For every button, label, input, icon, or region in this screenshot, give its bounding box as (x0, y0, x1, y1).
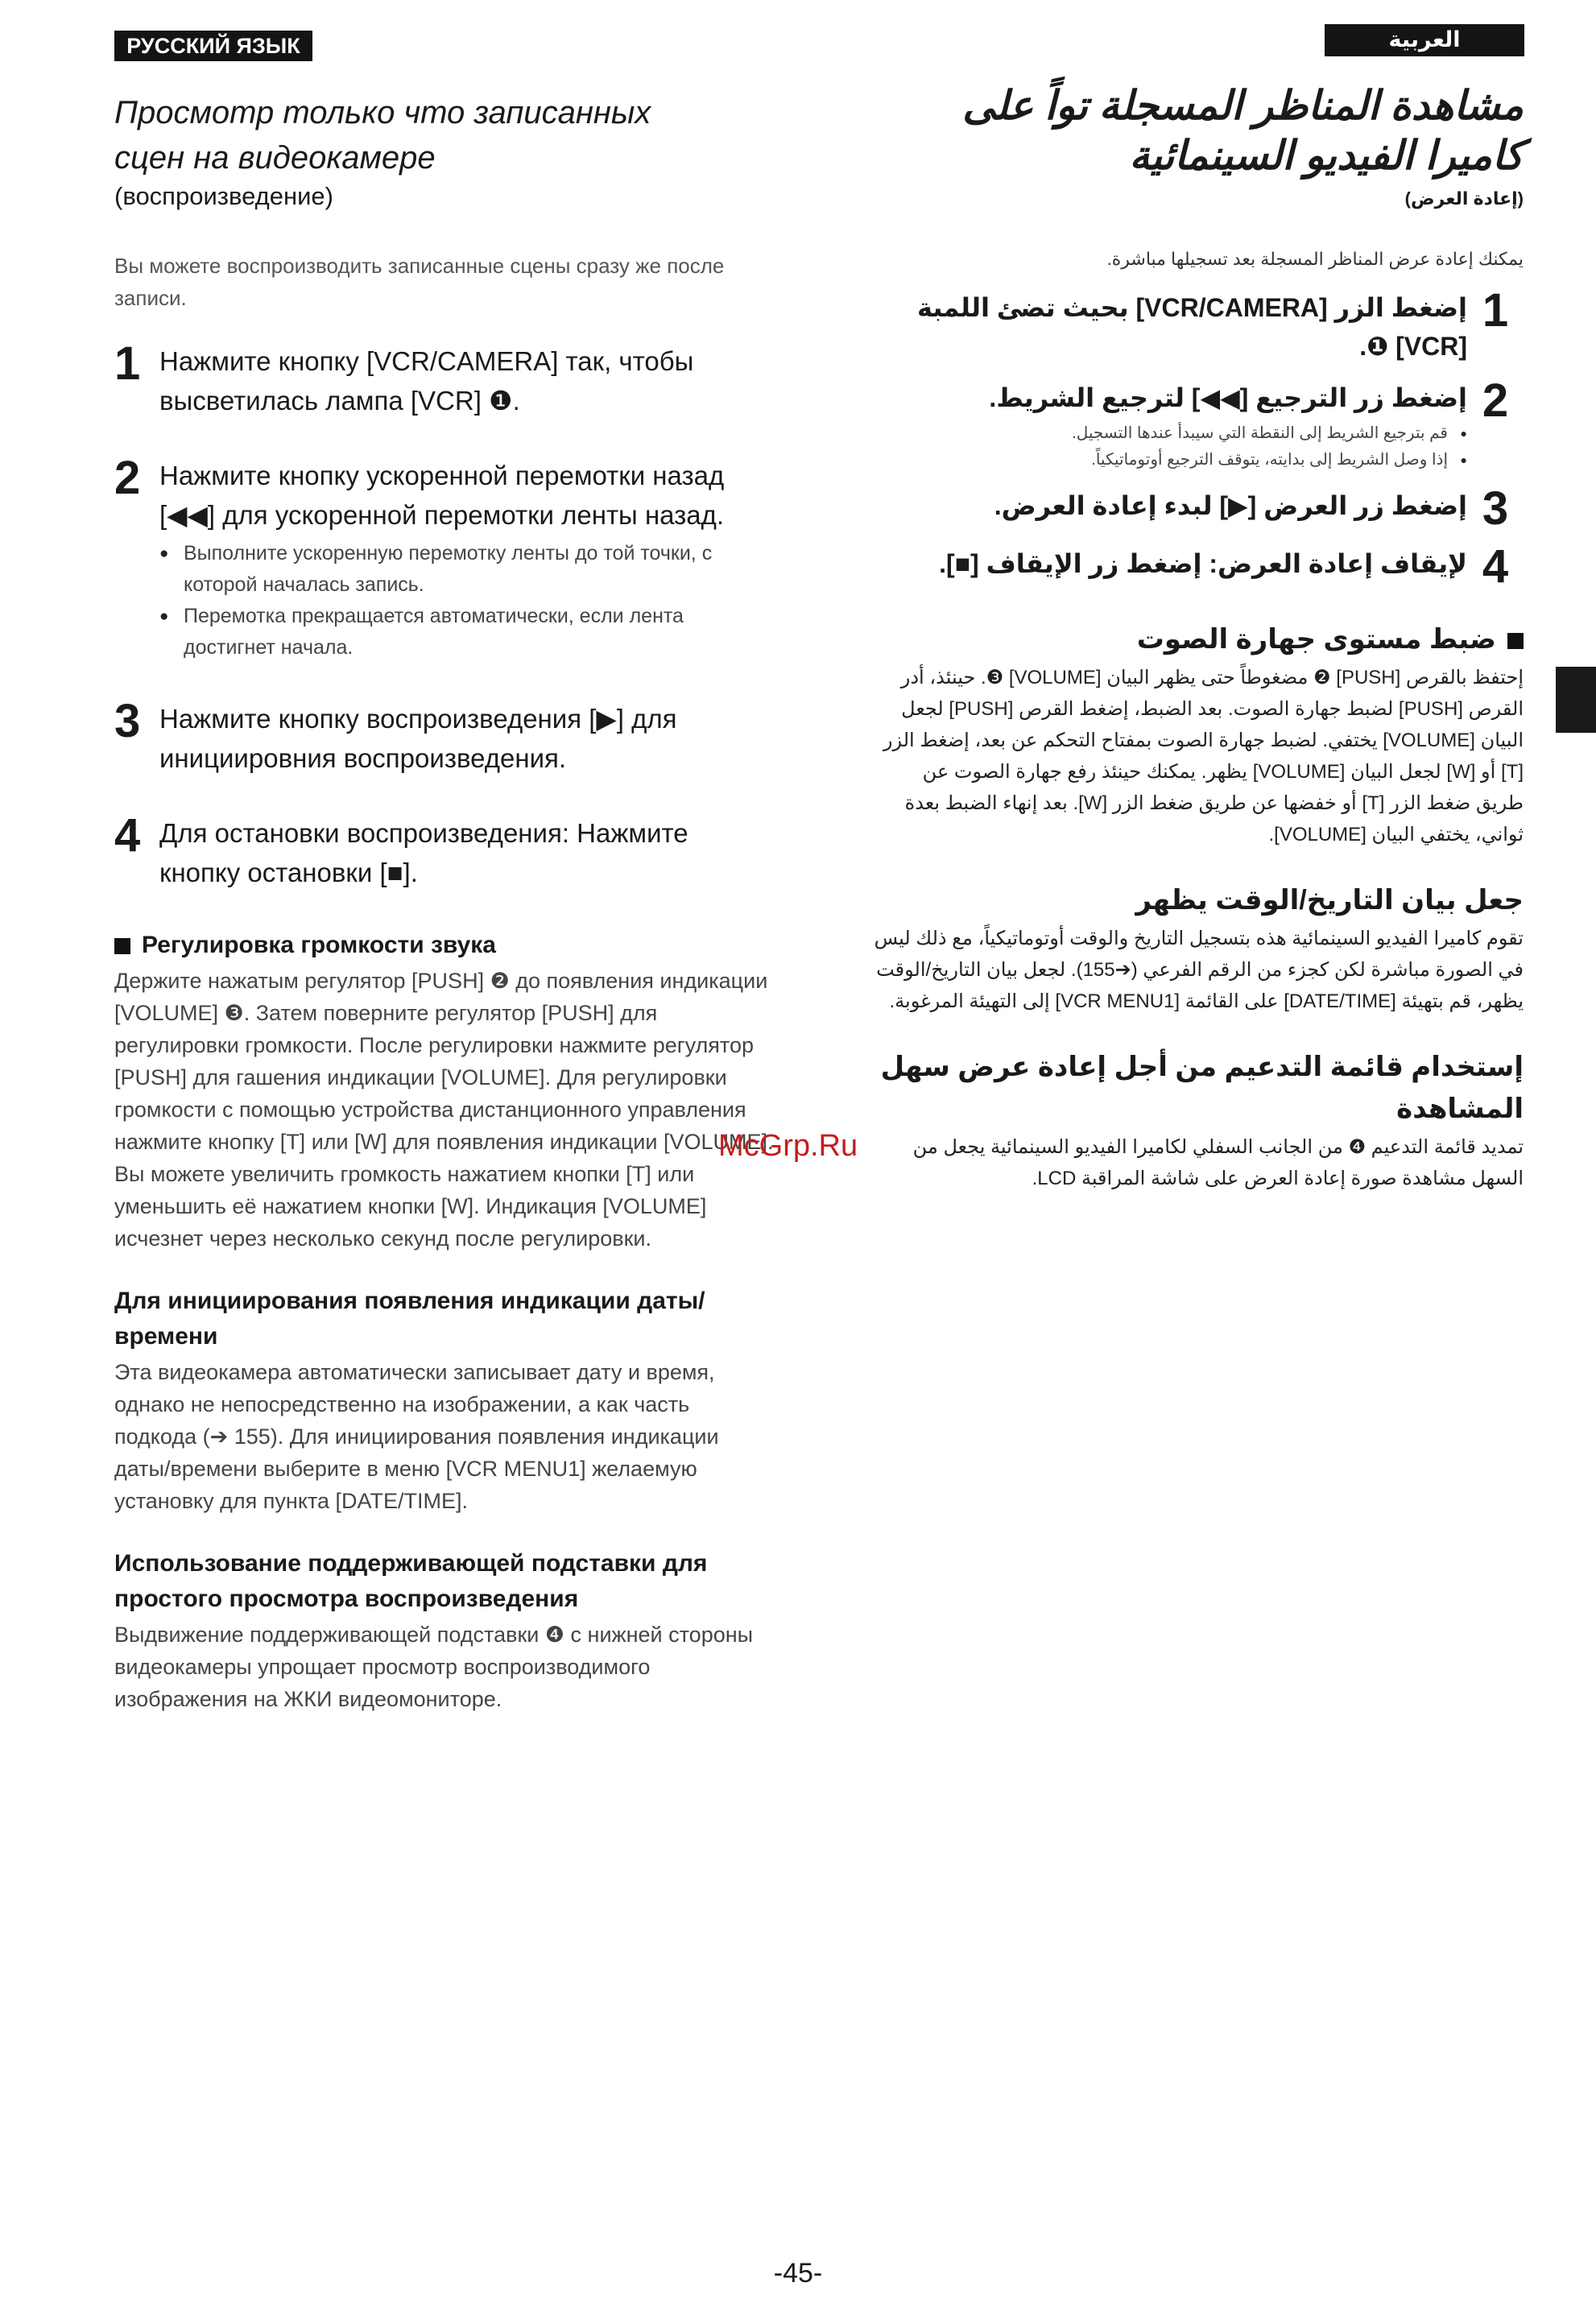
stand-heading: إستخدام قائمة التدعيم من أجل إعادة عرض سهل المشاهدة (880, 1052, 1524, 1124)
step-text: Нажмите кнопку [VCR/CAMERA] так, чтобы высветилась лампа [VCR] ❶. (159, 346, 694, 416)
step-text: Нажмите кнопку воспроизведения [▶] для инициировния воспроизведения. (159, 704, 677, 773)
step-3 (114, 695, 775, 778)
step-4 (870, 540, 1524, 593)
step-4 (114, 809, 775, 892)
intro-ar: يمكنك إعادة عرض المناظر المسجلة بعد تسجيلها مباشرة. (1106, 249, 1524, 269)
step-2 (870, 374, 1524, 473)
step-number: 3 (1482, 482, 1509, 535)
russian-column (114, 90, 775, 1744)
page-title-ar (870, 81, 1524, 180)
step-3 (870, 482, 1524, 535)
step-number: 3 (114, 695, 141, 747)
step-text: إضغط زر العرض [▶] لبدء إعادة العرض. (994, 491, 1467, 520)
watermark: McGrp.Ru (718, 1129, 858, 1163)
step-text: إضغط الزر [VCR/CAMERA] بحيث تضئ اللمبة [VCR] ❶. (916, 293, 1467, 361)
step-text: لإيقاف إعادة العرض: إضغط زر الإيقاف [■]. (939, 549, 1467, 578)
page-title-ru (114, 90, 775, 180)
stand-body: تمديد قائمة التدعيم ❹ من الجانب السفلي لكاميرا الفيديو السينمائية يجعل من السهل مشاهدة صورة إعادة العرض على شاشة المراقبة LCD. (912, 1136, 1524, 1189)
volume-body: Держите нажатым регулятор [PUSH] ❷ до появления индикации [VOLUME] ❸. Затем поверните регулятор [PUSH] для регулировки громкости. После регулировки нажмите регулятор [PUSH] для гашения индикации [VOLUME]. Для регулировки громкости с помощью устройства дистанционного управления нажмите кнопку [T] или [W] для появления индикации [VOLUME]. Вы можете увеличить громкость нажатием кнопки [T] или уменьшить её нажатием кнопки [W]. Индикация [VOLUME] исчезнет через несколько секунд после регулировки. (114, 969, 774, 1251)
step-text: إضغط زر الترجيع [◀◀] لترجيع الشريط. (989, 383, 1467, 412)
volume-body: إحتفظ بالقرص [PUSH] ❷ مضغوطاً حتى يظهر البيان [VOLUME] ❸. حينئذ، أدر القرص [PUSH] لضبط جهارة الصوت. بعد الضبط، إضغط القرص [PUSH] لجعل البيان [VOLUME] يختفي. لضبط جهارة الصوت بمفتاح التحكم عن بعد، إضغط الزر [T] أو [W] لجعل البيان [VOLUME] يظهر. يمكنك حينئذ رفع جهارة الصوت عن طريق ضغط الزر [T] أو خفضها عن طريق ضغط الزر [W]. بعد إنهاء الضبط بعدة ثواني، يختفي البيان [VOLUME]. (883, 667, 1524, 846)
title-line-2: كاميرا الفيديو السينمائية (1129, 133, 1524, 178)
arabic-column (870, 81, 1524, 1201)
step-text: Нажмите кнопку ускоренной перемотки назад [◀◀] для ускоренной перемотки ленты назад. (159, 461, 725, 530)
volume-heading-text: Регулировка громкости звука (142, 932, 496, 958)
volume-heading (870, 618, 1524, 660)
subtitle-ru: (воспроизведение) (114, 182, 333, 210)
page-number: -45- (773, 2258, 823, 2289)
volume-heading (114, 928, 775, 963)
date-heading: Для инициирования появления индикации даты/времени (114, 1288, 705, 1350)
date-body: تقوم كاميرا الفيديو السينمائية هذه بتسجيل التاريخ والوقت أوتوماتيكياً، مع ذلك ليس في الصورة مباشرة لكن كجزء من الرقم الفرعي (➔155). لجعل بيان التاريخ/الوقت يظهر، قم بتهيئة [DATE/TIME] على القائمة [VCR MENU1] إلى التهيئة المرغوبة. (874, 928, 1524, 1012)
bullet-item: ● قم بترجيع الشريط إلى النقطة التي سيبدأ عندها التسجيل. (870, 420, 1467, 447)
step-number: 2 (1482, 374, 1509, 427)
square-bullet-icon (114, 938, 130, 954)
title-line-1: Просмотр только что записанных (114, 95, 651, 130)
bullet-item: ● إذا وصل الشريط إلى بدايته، يتوقف الترجيع أوتوماتيكياً. (870, 447, 1467, 473)
step-number: 2 (114, 452, 141, 504)
step-number: 1 (1482, 284, 1509, 337)
step-1 (114, 337, 775, 420)
step-bullets (159, 538, 775, 664)
language-badge-russian: РУССКИЙ ЯЗЫК (114, 31, 312, 61)
intro-ru: Вы можете воспроизводить записанные сцены сразу же после записи. (114, 254, 725, 310)
step-2 (114, 452, 775, 664)
date-body: Эта видеокамера автоматически записывает дату и время, однако не непосредственно на изображении, а как часть подкода (➔ 155). Для инициирования появления индикации даты/времени выберите в меню [VCR MENU1] желаемую установку для пункта [DATE/TIME]. (114, 1360, 719, 1513)
side-tab-marker (1556, 667, 1596, 733)
step-number: 1 (114, 337, 141, 390)
step-text: Для остановки воспроизведения: Нажмите кнопку остановки [■]. (159, 818, 688, 887)
stand-body: Выдвижение поддерживающей подставки ❹ с нижней стороны видеокамеры упрощает просмотр воспроизводимого изображения на ЖКИ видеомониторе. (114, 1623, 754, 1711)
step-number: 4 (114, 809, 141, 862)
step-1 (870, 284, 1524, 366)
date-heading: جعل بيان التاريخ/الوقت يظهر (1135, 885, 1524, 916)
stand-heading: Использование поддерживающей подставки для простого просмотра воспроизведения (114, 1550, 708, 1612)
subtitle-ar: (إعادة العرض) (1404, 188, 1524, 209)
square-bullet-icon (1507, 633, 1524, 649)
bullet-item: ● Перемотка прекращается автоматически, если лента достигнет начала. (159, 601, 775, 664)
title-line-1: مشاهدة المناظر المسجلة تواً على (962, 83, 1524, 128)
title-line-2: сцен на видеокамере (114, 140, 436, 176)
step-bullets (870, 420, 1467, 473)
language-badge-arabic: العربية (1325, 24, 1524, 56)
bullet-item: ● Выполните ускоренную перемотку ленты до той точки, с которой началась запись. (159, 538, 775, 601)
step-number: 4 (1482, 540, 1509, 593)
volume-heading-text: ضبط مستوى جهارة الصوت (1136, 624, 1496, 655)
